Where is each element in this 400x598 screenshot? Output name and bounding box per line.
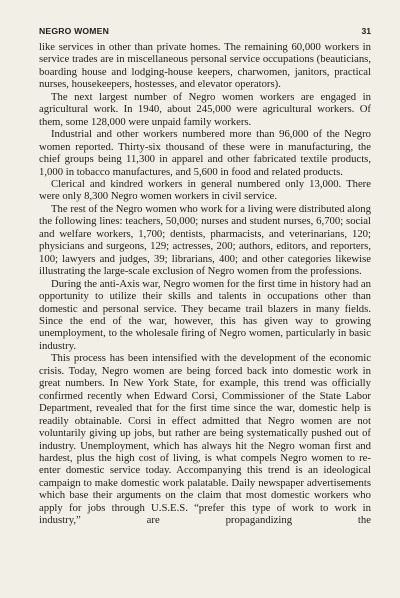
running-head	[39, 26, 371, 39]
paragraph-economic-crisis: This process has been intensified with the development of the economic crisis. Today, Negro women are being forced back into domestic work in great numbers. In New York State, for example, this trend was officially confirmed recently when Edward Corsi, Commissioner of the State Labor Department, revealed that for the first time since the war, domestic help is readily obtainable. Corsi in effect admitted that Negro women are not voluntarily giving up jobs, but rather are being systematically pushed out of industry. Unemployment, which has always hit the Negro woman first and hardest, plus the high cost of living, is what compels Negro women to re-enter domestic service today. Accompanying this trend is an ideological campaign to make domestic work palatable. Daily newspaper advertisements which base their arguments on the claim that most domestic workers who apply for jobs through U.S.E.S. “prefer this type of work to work in industry,” are propagandizing the	[39, 352, 371, 527]
page-number: 31	[361, 26, 371, 36]
paragraph-anti-axis-war: During the anti-Axis war, Negro women for the first time in history had an opportunity to utilize their skills and talents in occupations other than domestic and personal service. They became trail blazers in many fields. Since the end of the war, however, this has given way to growing unemployment, to the wholesale firing of Negro women, particularly in basic industry.	[39, 277, 371, 352]
paragraph-clerical: Clerical and kindred workers in general numbered only 13,000. There were only 8,300 Negro women workers in civil service.	[39, 177, 371, 203]
running-head-title: NEGRO WOMEN	[39, 26, 109, 36]
book-page	[39, 26, 371, 592]
paragraph-service-trades: like services in other than private homes. The remaining 60,000 workers in service trades are in miscellaneous personal service occupations (beauticians, boarding house and lodging-house keepers, charwomen, janitors, practical nurses, housekeepers, hostesses, and elevator operators).	[39, 41, 371, 91]
paragraph-professions: The rest of the Negro women who work for a living were distributed along the following lines: teachers, 50,000; nurses and student nurses, 6,700; social and welfare workers, 1,700; dentists, pharmacists, and veterinarians, 120; physicians and surgeons, 129; actresses, 200; authors, editors, and reporters, 100; lawyers and judges, 39; librarians, 400; and other categories likewise illustrating the large-scale exclusion of Negro women from the professions.	[39, 202, 371, 278]
body-text	[39, 41, 371, 527]
paragraph-industrial: Industrial and other workers numbered more than 96,000 of the Negro women reported. Thirty-six thousand of these were in manufacturing, the chief groups being 11,300 in apparel and other fabricated textile products, 1,000 in tobacco manufactures, and 5,600 in food and related products.	[39, 128, 371, 178]
paragraph-agricultural: The next largest number of Negro women workers are engaged in agricultural work. In 1940, about 245,000 were agricultural workers. Of them, some 128,000 were unpaid family workers.	[39, 90, 371, 128]
